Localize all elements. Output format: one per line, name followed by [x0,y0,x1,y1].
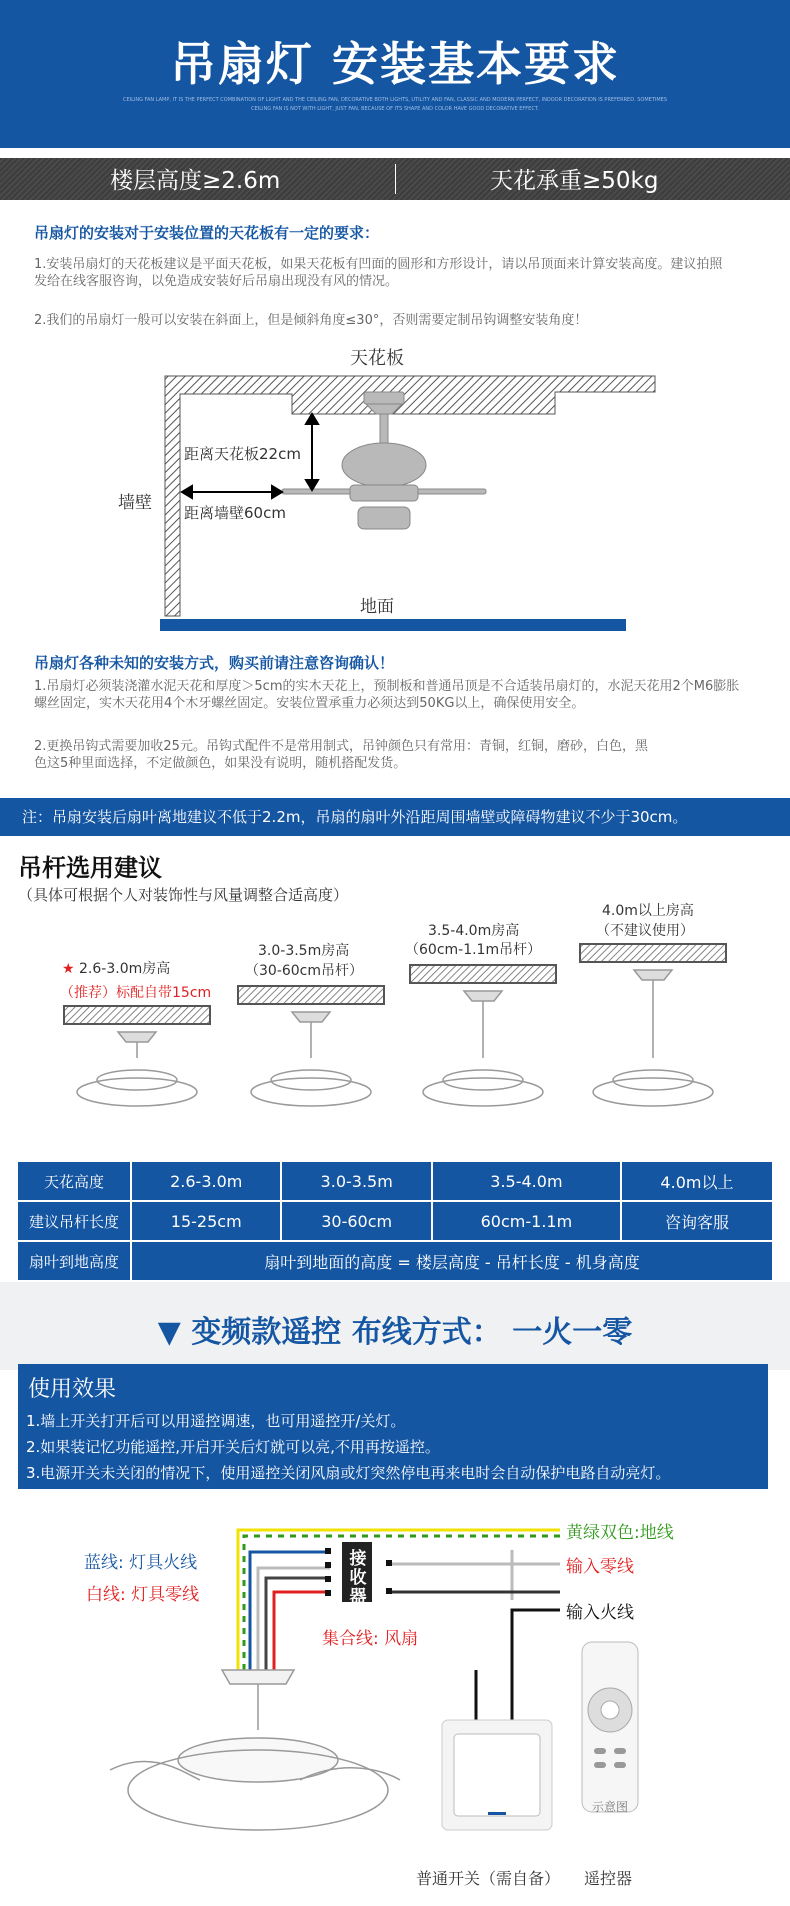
table-cell: 3.5-4.0m [433,1162,620,1200]
switch-sketch [442,1720,552,1830]
table-cell: 建议吊杆长度 [18,1202,130,1240]
effect-heading: 使用效果 [28,1377,117,1402]
intro-item-1: 1.安装吊扇灯的天花板建议是平面天花板，如果天花板有凹面的圆形和方形设计，请以吊顶面来计算安装高度。建议拍照发给在线客服咨询，以免造成安装好后吊扇出现没有风的情况。 [34,257,723,289]
rod-option-1-title: ★ 2.6-3.0m房高 [62,961,171,977]
remote-sketch [582,1642,638,1812]
page-subtitle: CEILING FAN LAMP, IT IS THE PERFECT COMBINATION OF LIGHT AND THE CEILING FAN, DECORATIVE BOTH LIGHTS, UTILITY AND FAN, CLASSIC AND MODERN PERFECT, INDOOR DECORATION IS PREFERRED. SOMETIMES CEILING FAN IS NOT WITH LIGHT, JUST FAN, BECAUSE OF ITS SHAPE AND COLOR HAVE GOOD DECORATIVE EFFECT. [122,97,668,112]
to-ceiling-label: 距离天花板22cm [184,445,301,463]
remote-label: 遥控器 [584,1869,633,1888]
effect-box [18,1364,768,1489]
table-cell: 4.0m以上 [622,1162,772,1200]
divider [395,164,396,194]
table-cell: 30-60cm [282,1202,430,1240]
table-row [18,1242,772,1280]
rod-spec-table [16,1160,774,1282]
ground-wire-label: 黄绿双色:地线 [566,1523,674,1543]
rod-option-1-note: （推荐）标配自带15cm [60,985,212,1001]
wiring-title: ▼ 变频款遥控 布线方式： 一火一零 [157,1315,633,1350]
rod-title: 吊杆选用建议 [18,854,162,882]
rod-option-3-title: 3.5-4.0m房高 [428,923,520,939]
table-row [18,1162,772,1200]
rod-option-4-title: 4.0m以上房高 [602,903,694,919]
table-cell: 2.6-3.0m [132,1162,280,1200]
install-item-2: 2.更换吊钩式需要加收25元。吊钩式配件不是常用制式，吊钟颜色只有常用：青铜，红铜，磨砂，白色，黑色这5种里面选择，不定做颜色，如果没有说明，随机搭配发货。 [34,739,648,771]
table-cell: 咨询客服 [622,1202,772,1240]
receiver-label: 接收器 [349,1549,367,1607]
table-cell: 扇叶到地高度 [18,1242,130,1280]
switch-label: 普通开关（需自备） [416,1869,561,1888]
effect-item-2: 2.如果装记忆功能遥控,开启开关后灯就可以亮,不用再按遥控。 [26,1438,440,1456]
white-wire-label: 白线: 灯具零线 [86,1585,200,1605]
intro-heading: 吊扇灯的安装对于安装位置的天花板有一定的要求： [34,224,380,242]
floor-label: 地面 [360,597,394,617]
install-heading: 吊扇灯各种未知的安装方式，购买前请注意咨询确认！ [34,654,395,672]
install-note: 注：吊扇安装后扇叶离地建议不低于2.2m，吊扇的扇叶外沿距周围墙壁或障碍物建议不少于30cm。 [0,798,790,836]
wall-label: 墙壁 [118,493,152,513]
to-wall-label: 距离墙壁60cm [184,504,286,522]
effect-item-3: 3.电源开关未关闭的情况下，使用遥控关闭风扇或灯突然停电再来电时会自动保护电路自动亮灯。 [26,1464,671,1482]
rod-option-2-title: 3.0-3.5m房高 [258,943,350,959]
input-live-label: 输入火线 [566,1603,634,1623]
rod-fan-sketches [77,970,713,1106]
set-wire-label: 集合线: 风扇 [322,1629,419,1649]
table-cell: 15-25cm [132,1202,280,1240]
rod-option-3-note: （60cm-1.1m吊杆） [405,942,542,958]
table-cell: 天花高度 [18,1162,130,1200]
page-title: 吊扇灯 安装基本要求 [169,37,620,91]
effect-item-1: 1.墙上开关打开后可以用遥控调速，也可用遥控开/关灯。 [26,1412,406,1430]
table-cell: 3.0-3.5m [282,1162,430,1200]
floor-bar [160,619,626,631]
floor-height-req: 楼层高度≥2.6m [110,168,281,194]
intro-item-2: 2.我们的吊扇灯一般可以安装在斜面上，但是倾斜角度≤30°，否则需要定制吊钩调整安装角度！ [34,313,588,328]
blue-wire-label: 蓝线: 灯具火线 [84,1553,198,1573]
table-cell: 60cm-1.1m [433,1202,620,1240]
rod-ceiling-plates [64,944,726,1024]
ceiling-label: 天花板 [350,348,404,369]
rod-subtitle: （具体可根据个人对装饰性与风量调整合适高度） [18,886,349,904]
ceiling-load-req: 天花承重≥50kg [490,168,659,194]
input-neutral-label: 输入零线 [566,1557,634,1577]
rod-option-4-note: （不建议使用） [596,923,694,939]
rod-option-2-note: （30-60cm吊杆） [245,963,364,979]
wiring-fan-sketch [110,1670,400,1830]
table-cell: 扇叶到地面的高度 = 楼层高度 - 吊杆长度 - 机身高度 [132,1242,772,1280]
remote-sketch-label: 示意图 [592,1800,629,1814]
rod-fans-illustration [0,940,790,1120]
install-item-1: 1.吊扇灯必须装浇灌水泥天花和厚度＞5cm的实木天花上，预制板和普通吊顶是不合适装吊扇灯的，水泥天花用2个M6膨胀螺丝固定，实木天花用4个木牙螺丝固定。安装位置承重力必须达到50KG以上，确保使用安全。 [34,679,740,711]
table-row [18,1202,772,1240]
